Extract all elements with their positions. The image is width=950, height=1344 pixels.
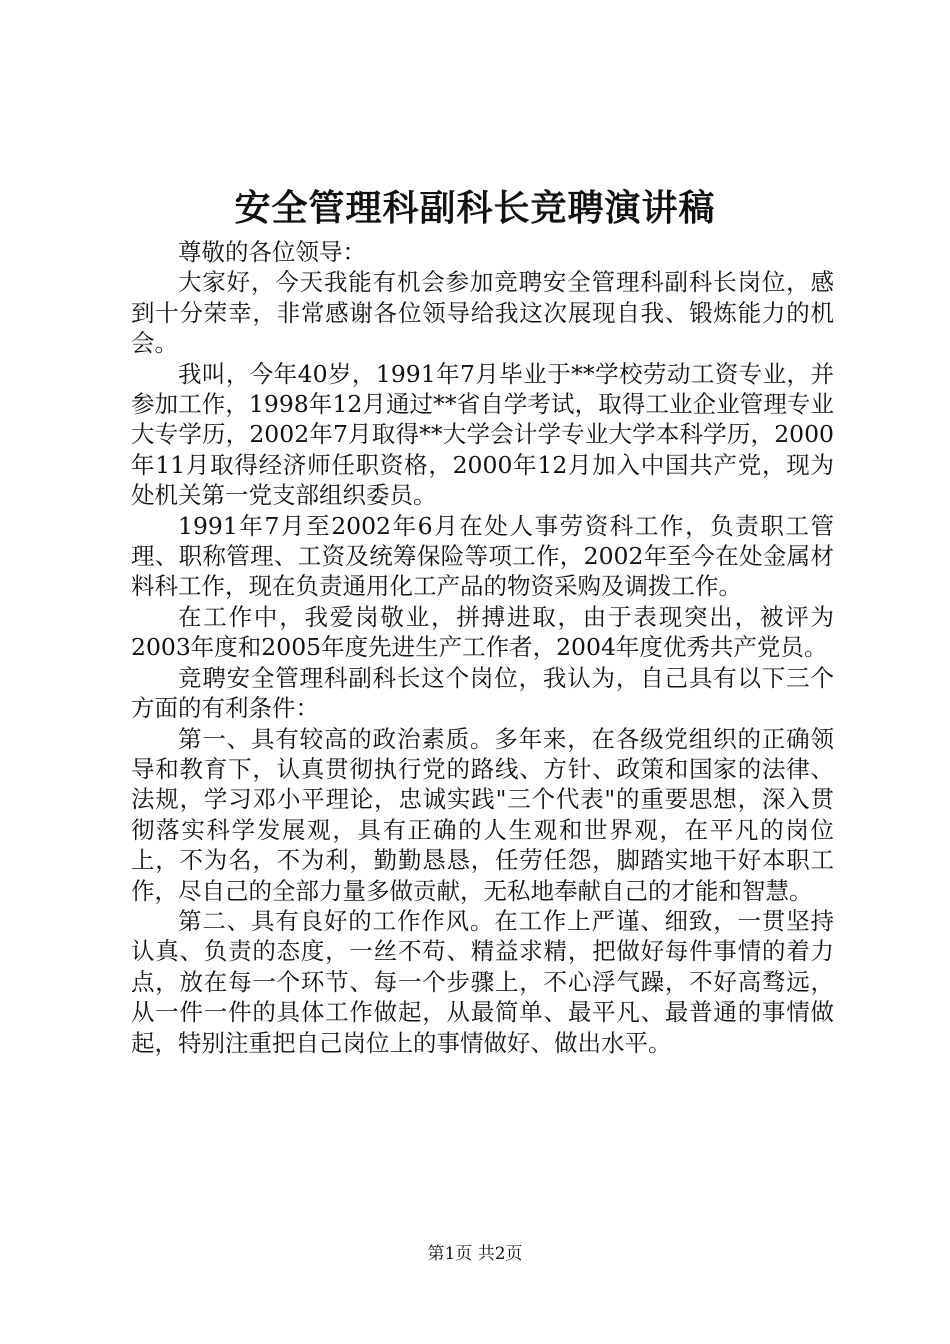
paragraph-condition-1: 第一、具有较高的政治素质。多年来，在各级党组织的正确领导和教育下，认真贯彻执行党的路线、方针、政策和国家的法律、法规，学习邓小平理论，忠诚实践"三个代表"的重要思想，深入贯彻落实科学发展观，具有正确的人生观和世界观，在平凡的岗位上，不为名，不为利，勤勤恳恳，任劳任怨，脚踏实地干好本职工作，尽自己的全部力量多做贡献，无私地奉献自己的才能和智慧。 — [131, 724, 834, 905]
paragraph-work-history: 1991年7月至2002年6月在处人事劳资科工作，负责职工管理、职称管理、工资及统筹保险等项工作，2002年至今在处金属材料科工作，现在负责通用化工产品的物资采购及调拨工作。 — [131, 511, 834, 601]
paragraph-conditions-intro: 竞聘安全管理科副科长这个岗位，我认为，自己具有以下三个方面的有利条件： — [131, 663, 834, 723]
document-body — [131, 237, 834, 1058]
paragraph-achievements: 在工作中，我爱岗敬业，拼搏进取，由于表现突出，被评为2003年度和2005年度先进生产工作者，2004年度优秀共产党员。 — [131, 602, 834, 662]
page-footer: 第1页 共2页 — [427, 1244, 523, 1264]
paragraph-introduction: 我叫，今年40岁，1991年7月毕业于**学校劳动工资专业，并参加工作，1998年12月通过**省自学考试，取得工业企业管理专业大专学历，2002年7月取得**大学会计学专业大学本科学历，2000年11月取得经济师任职资格，2000年12月加入中国共产党，现为处机关第一党支部组织委员。 — [131, 359, 834, 510]
paragraph-salutation: 尊敬的各位领导： — [178, 238, 366, 266]
document-title: 安全管理科副科长竞聘演讲稿 — [234, 187, 716, 229]
paragraph-greeting: 大家好，今天我能有机会参加竞聘安全管理科副科长岗位，感到十分荣幸，非常感谢各位领导给我这次展现自我、锻炼能力的机会。 — [131, 268, 834, 358]
paragraph-condition-2: 第二、具有良好的工作作风。在工作上严谨、细致，一贯坚持认真、负责的态度，一丝不苟、精益求精，把做好每件事情的着力点，放在每一个环节、每一个步骤上，不心浮气躁，不好高骛远，从一件一件的具体工作做起，从最简单、最平凡、最普通的事情做起，特别注重把自己岗位上的事情做好、做出水平。 — [131, 906, 834, 1057]
